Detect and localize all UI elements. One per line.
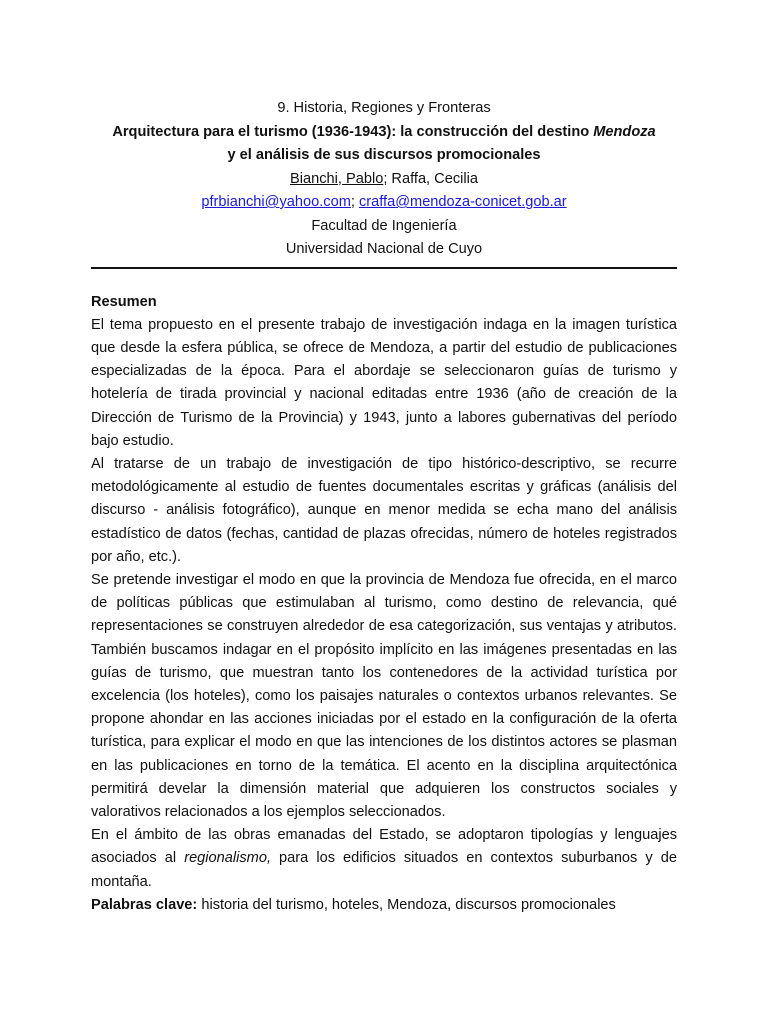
keywords [91, 894, 677, 917]
section-label: 9. Historia, Regiones y Fronteras [277, 100, 491, 116]
header-divider [91, 267, 677, 269]
email-separator: ; [350, 194, 359, 210]
abstract-heading: Resumen [91, 293, 157, 310]
email-link-2[interactable]: craffa@mendoza-conicet.gob.ar [358, 194, 567, 210]
p4-text-a: En el ámbito de las obras emanadas del Estado, se adoptaron tipologías y lenguajes asociados al [91, 827, 677, 867]
title-italic: Mendoza [593, 123, 656, 140]
university: Universidad Nacional de Cuyo [285, 241, 483, 257]
abstract-paragraph-2: Al tratarse de un trabajo de investigación de tipo histórico-descriptivo, se recurre metodológicamente al estudio de fuentes documentales escritas y gráficas (análisis del discurso - análisis fotográfico), aunque en menor medida se echa mano del análisis estadístico de datos (fechas, cantidad de plazas ofrecidas, número de hoteles registrados por año, etc.). [91, 455, 677, 565]
author-secondary: ; Raffa, Cecilia [383, 170, 478, 187]
emails [91, 191, 677, 215]
paper-header [91, 97, 677, 262]
abstract-paragraph-4 [91, 824, 677, 894]
title-text: Arquitectura para el turismo (1936-1943): la construcción del destino [112, 123, 594, 140]
abstract-paragraph-3: Se pretende investigar el modo en que la provincia de Mendoza fue ofrecida, en el marco de políticas públicas que estimulaban al turismo, como destino de relevancia, qué representaciones se construyen alrededor de esa categorización, sus ventajas y atributos. También buscamos indagar en el propósito implícito en las imágenes presentadas en las guías de turismo, que muestran tanto los contenedores de la actividad turística por excelencia (los hoteles), como los paisajes naturales o contextos urbanos relevantes. Se propone ahondar en las acciones iniciadas por el estado en la configuración de la oferta turística, para explicar el modo en que las intenciones de los distintos actores se plasman en las publicaciones en torno de la temática. El acento en la disciplina arquitectónica permitirá develar la dimensión material que adquieren los constructos sociales y valorativos relacionados a los ejemplos seleccionados. [91, 571, 677, 820]
faculty: Facultad de Ingeniería [311, 217, 457, 234]
paper-title [91, 121, 677, 145]
email-link-1[interactable]: pfrbianchi@yahoo.com [201, 194, 351, 210]
authors [91, 168, 677, 192]
document-page [91, 97, 677, 917]
author-primary: Bianchi, Pablo [290, 170, 384, 187]
abstract-paragraph-1: El tema propuesto en el presente trabajo de investigación indaga en la imagen turística que desde la esfera pública, se ofrece de Mendoza, a partir del estudio de publicaciones especializadas de la época. Para el abordaje se seleccionaron guías de turismo y hotelería de tirada provincial y nacional editadas entre 1936 (año de creación de la Dirección de Turismo de la Provincia) y 1943, junto a labores gubernativas del período bajo estudio. [91, 316, 677, 449]
paper-title-line2: y el análisis de sus discursos promocionales [227, 147, 541, 163]
keywords-text: historia del turismo, hoteles, Mendoza, discursos promocionales [197, 896, 616, 913]
p4-text-b: para los edificios situados en contextos suburbanos y de montaña. [91, 850, 677, 890]
p4-italic: regionalismo, [184, 850, 271, 867]
keywords-label: Palabras clave: [91, 896, 198, 913]
